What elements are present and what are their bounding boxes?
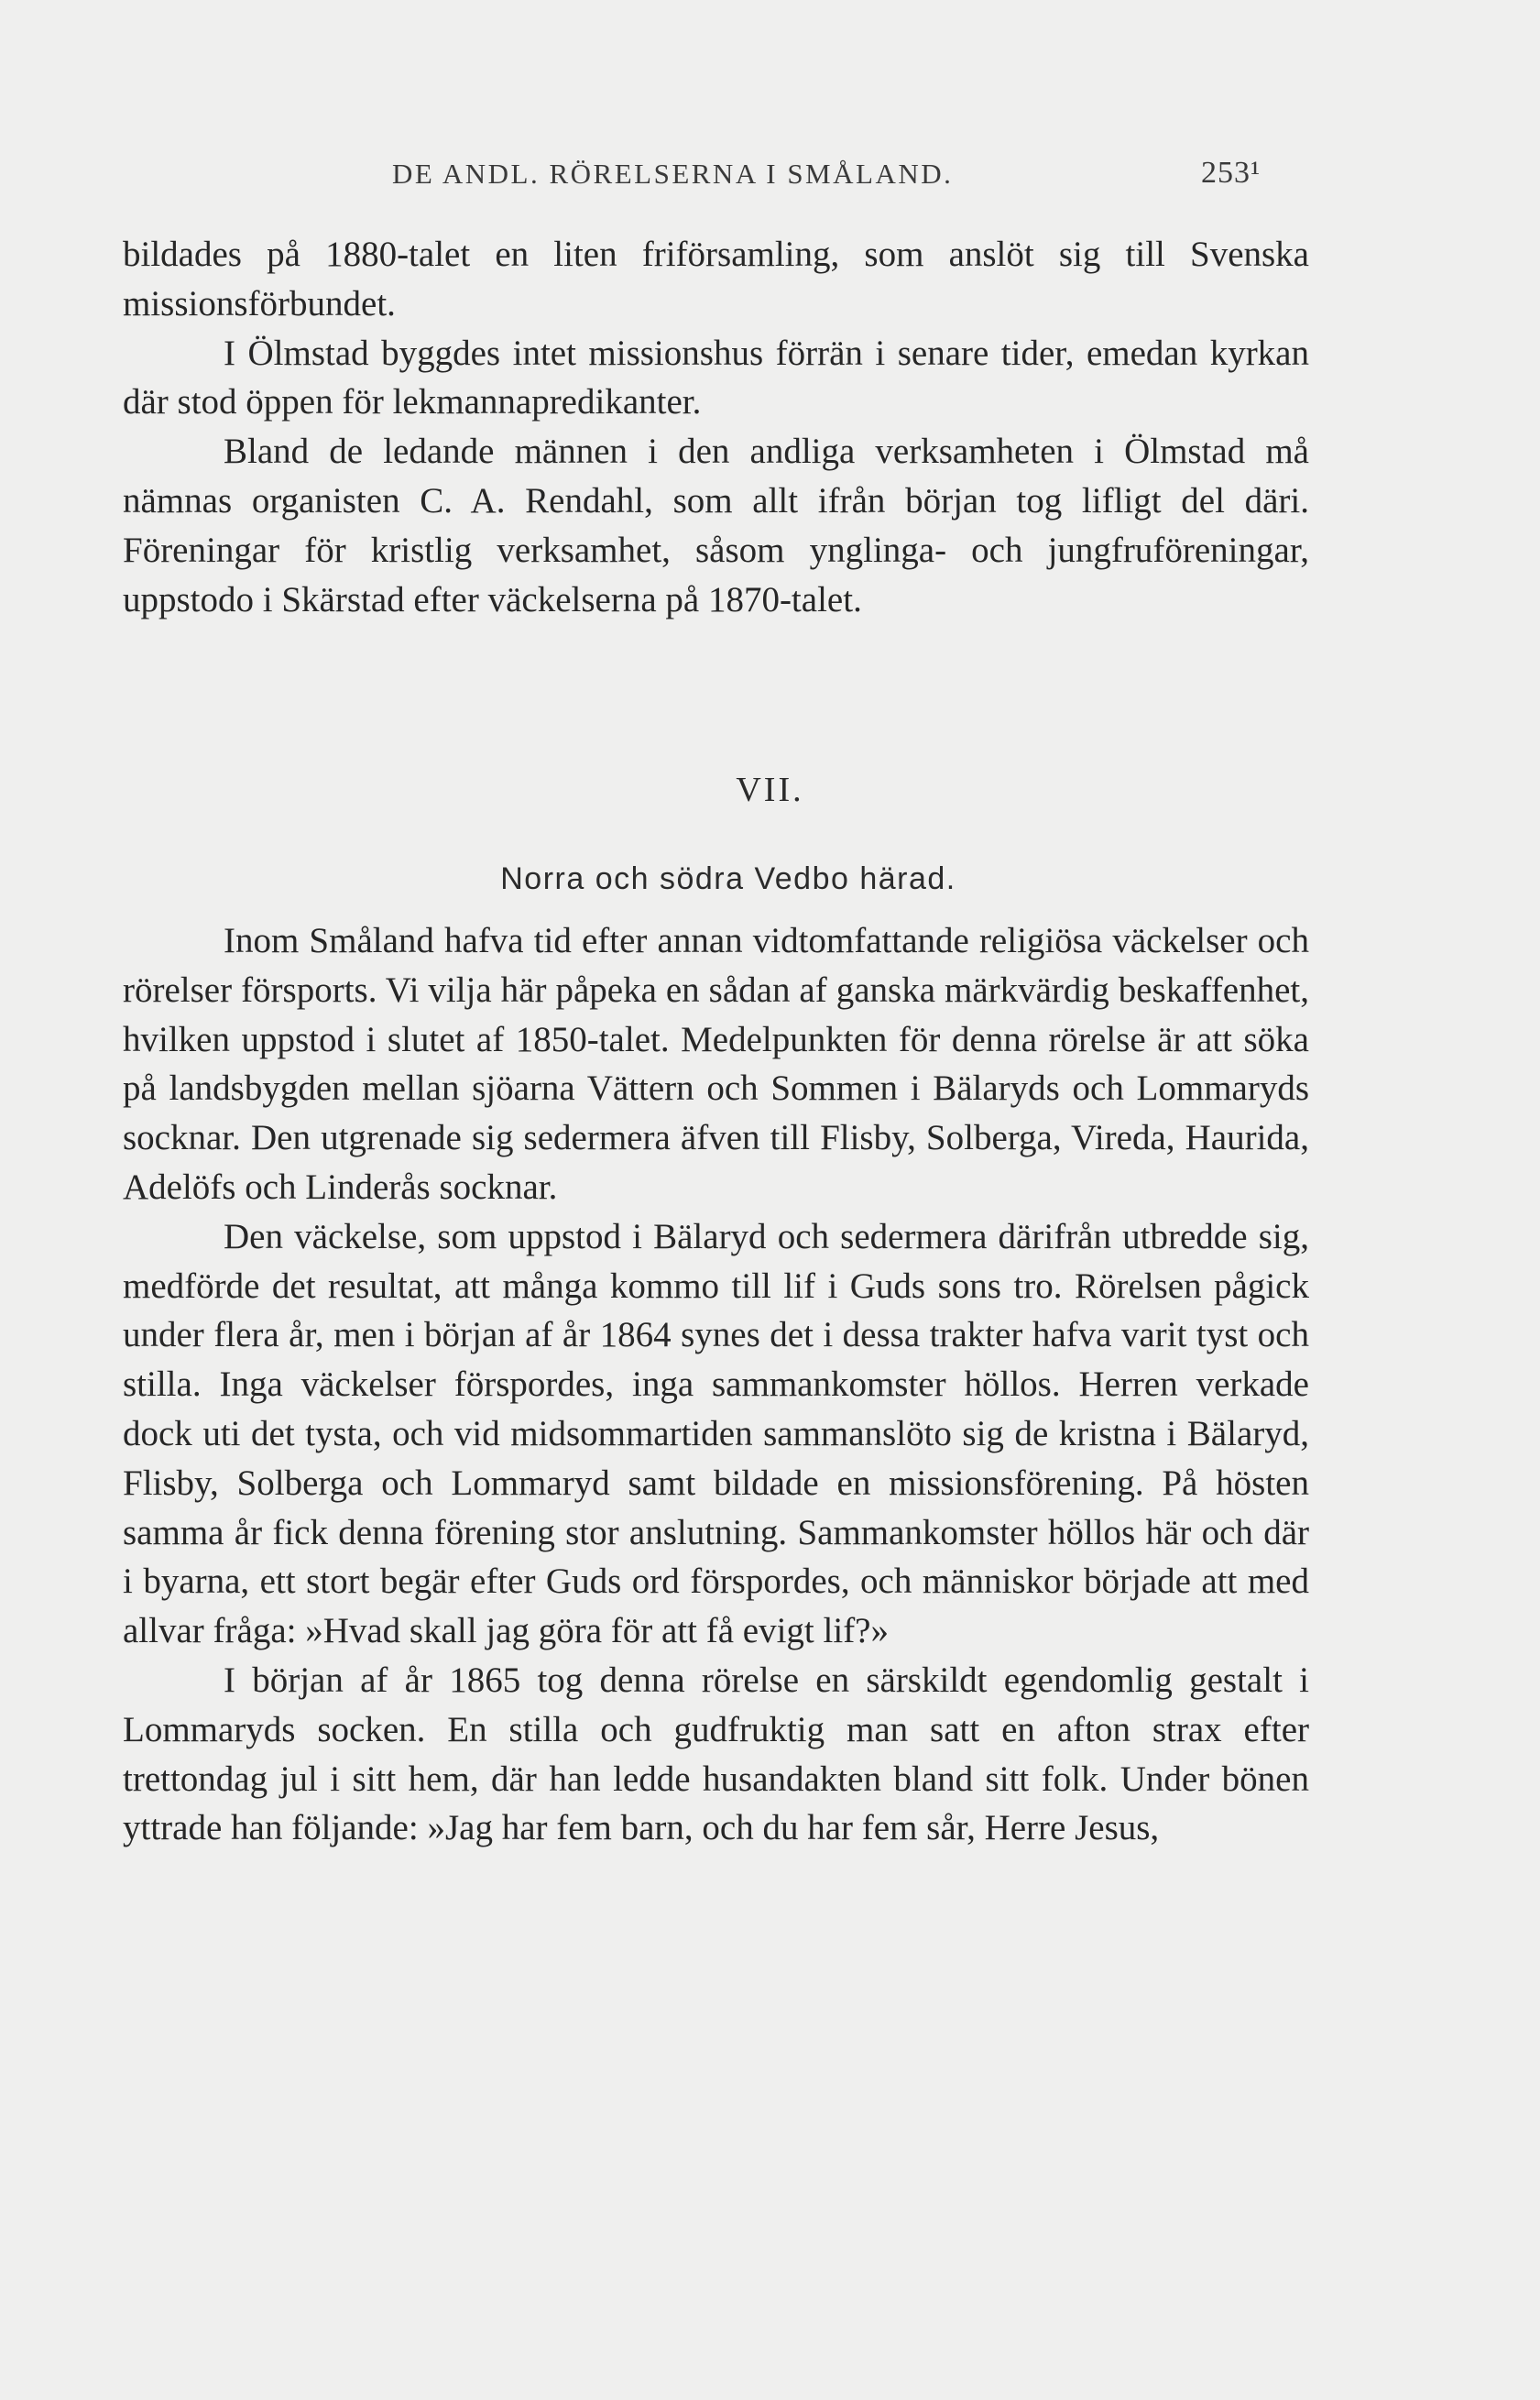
paragraph: Inom Småland hafva tid efter annan vidtomfattande religiösa väckelser och rörelser försports. Vi vilja här påpeka en sådan af ganska märkvärdig beskaffenhet, hvilken uppstod i slutet af 1850-talet. Medelpunkten för denna rörelse är att söka på landsbygden mellan sjöarna Vättern och Sommen i Bälaryds och Lommaryds socknar. Den utgrenade sig sedermera äfven till Flisby, Solberga, Vireda, Haurida, Adelöfs och Linderås socknar. xyxy=(123,921,1309,1207)
text-block-main xyxy=(123,916,1309,1853)
running-header: DE ANDL. RÖRELSERNA I SMÅLAND. xyxy=(392,158,954,190)
paragraph: Den väckelse, som uppstod i Bälaryd och sedermera därifrån utbredde sig, medförde det resultat, att många kommo till lif i Guds sons tro. Rörelsen pågick under flera år, men i början af år 1864 synes det i dessa trakter hafva varit tyst och stilla. Inga väckelser förspordes, inga sammankomster höllos. Herren verkade dock uti det tysta, och vid midsommartiden sammanslöto sig de kristna i Bälaryd, Flisby, Solberga och Lommaryd samt bildade en missionsförening. På hösten samma år fick denna förening stor anslutning. Sammankomster höllos här och där i byarna, ett stort begär efter Guds ord förspordes, och människor började att med allvar fråga: »Hvad skall jag göra för att få evigt lif?» xyxy=(123,1216,1309,1651)
paragraph: I början af år 1865 tog denna rörelse en särskildt egendomlig gestalt i Lommaryds socken. En stilla och gudfruktig man satt en afton strax efter trettondag jul i sitt hem, där han ledde husandakten bland sitt folk. Under bönen yttrade han följande: »Jag har fem barn, och du har fem sår, Herre Jesus, xyxy=(123,1660,1309,1848)
section-number: VII. xyxy=(736,771,804,809)
paragraph: bildades på 1880-talet en liten friförsamling, som anslöt sig till Svenska missionsförbundet. xyxy=(123,235,1309,323)
section-title: Norra och södra Vedbo härad. xyxy=(500,861,956,896)
page-number: 253¹ xyxy=(1201,156,1261,190)
paragraph: Bland de ledande männen i den andliga verksamheten i Ölmstad må nämnas organisten C. A. Rendahl, som allt ifrån början tog lifligt del däri. Föreningar för kristlig verksamhet, såsom ynglinga- och jungfruföreningar, uppstodo i Skärstad efter väckelserna på 1870-talet. xyxy=(123,432,1309,619)
text-block-top xyxy=(123,230,1309,624)
paragraph: I Ölmstad byggdes intet missionshus förrän i senare tider, emedan kyrkan där stod öppen för lekmannapredikanter. xyxy=(123,333,1309,422)
